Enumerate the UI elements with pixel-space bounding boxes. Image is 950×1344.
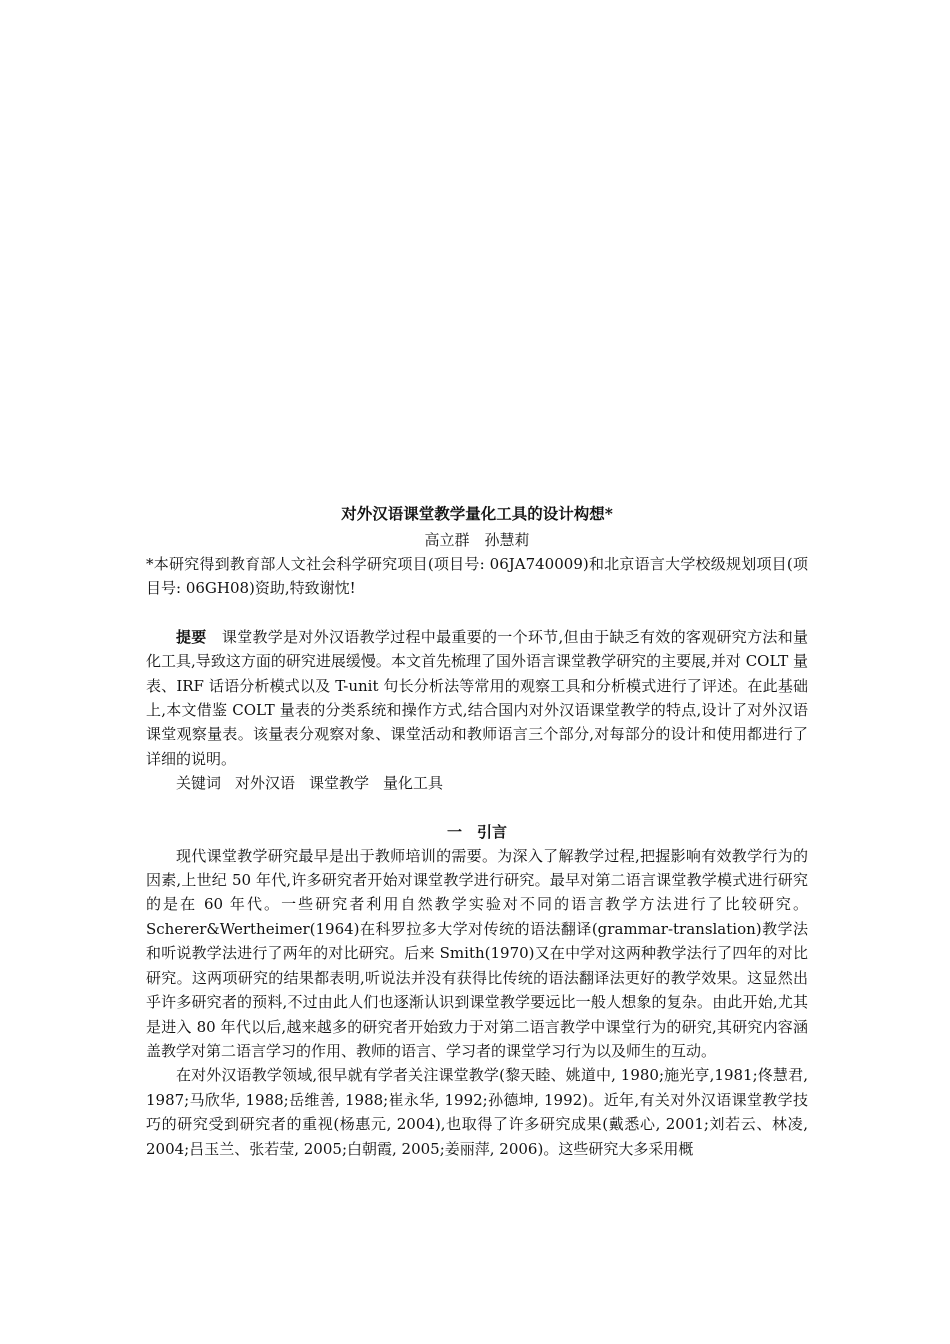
keyword-item: 量化工具 <box>383 774 444 793</box>
abstract <box>146 625 808 771</box>
keywords <box>146 771 808 795</box>
blank-line <box>146 601 808 625</box>
abstract-label: 提要 <box>176 627 207 646</box>
blank-line <box>146 796 808 820</box>
section-heading: 一 引言 <box>446 822 507 841</box>
abstract-text: 课堂教学是对外汉语教学过程中最重要的一个环节,但由于缺乏有效的客观研究方法和量化工具,导致这方面的研究进展缓慢。本文首先梳理了国外语言课堂教学研究的主要展,并对 COLT 量表、IRF 话语分析模式以及 T-unit 句长分析法等常用的观察工具和分析模式进行了评述。在此基础上,本文借鉴 COLT 量表的分类系统和操作方式,结合国内对外汉语课堂教学的特点,设计了对外汉语课堂观察量表。该量表分观察对象、课堂活动和教师语言三个部分,对每部分的设计和使用都进行了详细的说明。 <box>146 627 808 768</box>
keyword-item: 对外汉语 <box>235 774 296 793</box>
authors: 高立群 孙慧莉 <box>424 531 530 549</box>
keyword-item: 课堂教学 <box>309 774 370 793</box>
body-paragraph: 在对外汉语教学领域,很早就有学者关注课堂教学(黎天睦、姚道中, 1980;施光亨,1981;佟慧君, 1987;马欣华, 1988;岳维善, 1988;崔永华, 1992;孙德坤, 1992)。近年,有关对外汉语课堂教学技巧的研究受到研究者的重视(杨惠元, 2004),也取得了许多研究成果(戴悉心, 2001;刘若云、林凌, 2004;吕玉兰、张若莹, 2005;白朝霞, 2005;姜丽萍, 2006)。这些研究大多采用概 <box>146 1066 808 1158</box>
funding-footnote: *本研究得到教育部人文社会科学研究项目(项目号: 06JA740009)和北京语言大学校级规划项目(项目号: 06GH08)资助,特致谢忱! <box>146 555 808 598</box>
keywords-label: 关键词 <box>176 774 222 793</box>
body-paragraph: 现代课堂教学研究最早是出于教师培训的需要。为深入了解教学过程,把握影响有效教学行为的因素,上世纪 50 年代,许多研究者开始对课堂教学进行研究。最早对第二语言课堂教学模式进行研究的是在 60 年代。一些研究者利用自然教学实验对不同的语言教学方法进行了比较研究。Scherer&Wertheimer(1964)在科罗拉多大学对传统的语法翻译(grammar-translation)教学法和听说教学法进行了两年的对比研究。后来 Smith(1970)又在中学对这两种教学法行了四年的对比研究。这两项研究的结果都表明,听说法并没有获得比传统的语法翻译法更好的教学效果。这显然出乎许多研究者的预料,不过由此人们也逐渐认识到课堂教学要远比一般人想象的复杂。由此开始,尤其是进入 80 年代以后,越来越多的研究者开始致力于对第二语言教学中课堂行为的研究,其研究内容涵盖教学对第二语言学习的作用、教师的语言、学习者的课堂学习行为以及师生的互动。 <box>146 846 808 1060</box>
document-page <box>146 500 808 1161</box>
paper-title: 对外汉语课堂教学量化工具的设计构想* <box>341 504 613 523</box>
